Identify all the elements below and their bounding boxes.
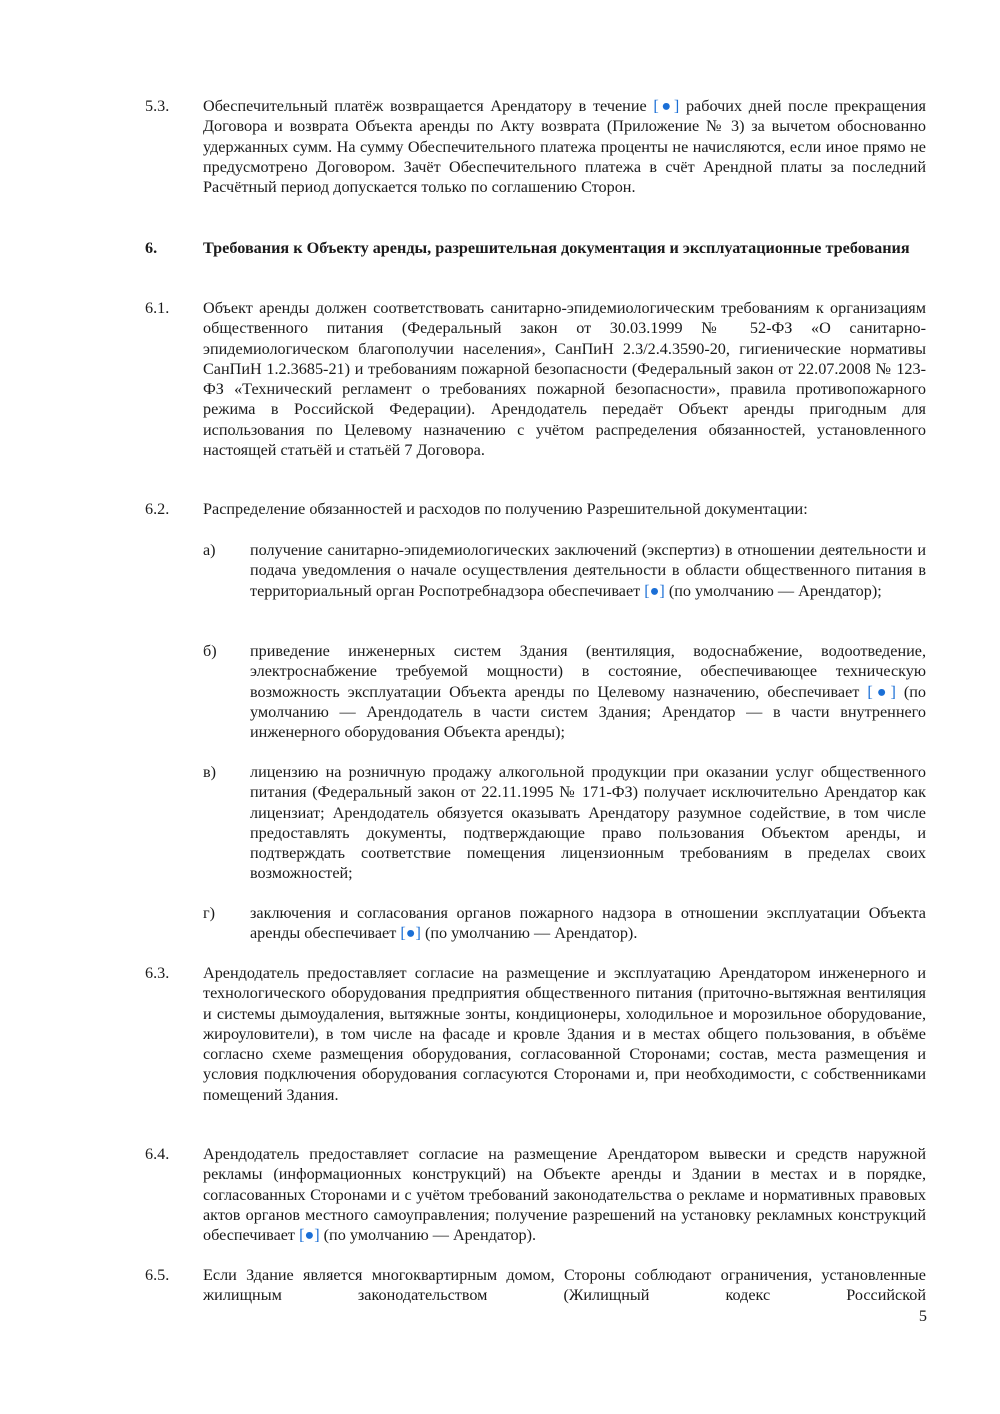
section-6-heading: [145, 238, 926, 258]
placeholder-mark: [●]: [400, 924, 421, 943]
subclause-v: [203, 762, 926, 884]
section-title: Требования к Объекту аренды, разрешительная документация и эксплуатационные требования: [203, 239, 910, 257]
clause-number: 5.3.: [145, 97, 170, 115]
clause-text: Арендодатель предоставляет согласие на размещение и эксплуатацию Арендатором инженерного и технологического оборудования предприятия общественного питания (приточно-вытяжная вентиляция и системы дымоудаления, вытяжные зонты, кондиционеры, холодильное и морозильное оборудование, жироуловители), в том числе на фасаде и кровле Здания и в местах общего пользования, в объёме согласно схеме размещения оборудования, согласованной Сторонами; состав, места размещения и условия подключения оборудования согласуются Сторонами и, при необходимости, с собственниками помещений Здания.: [203, 964, 926, 1104]
page-number: 5: [918, 1307, 927, 1325]
clause-number: 6.4.: [145, 1145, 170, 1163]
clause-number: 6.3.: [145, 964, 170, 982]
section-number: 6.: [145, 239, 158, 257]
placeholder-mark: [●]: [867, 682, 896, 701]
clause-text: Объект аренды должен соответствовать санитарно-эпидемиологическим требованиям к организациям общественного питания (Федеральный закон от 30.03.1999 № 52-ФЗ «О санитарно-эпидемиологическом благополучии населения», СанПиН 2.3/2.4.3590-20, гигиенические нормативы СанПиН 1.2.3685-21) и требованиям пожарной безопасности (Федеральный закон от 22.07.2008 № 123-ФЗ «Технический регламент о требованиях пожарной безопасности», правила противопожарного режима в Российской Федерации). Арендодатель передаёт Объект аренды пригодным для использования по Целевому назначению с учётом распределения обязанностей, установленного настоящей статьёй и статьёй 7 Договора.: [203, 299, 926, 460]
clause-number: 6.5.: [145, 1266, 170, 1284]
clause-6-3: [145, 963, 926, 1105]
subclause-text: получение санитарно-эпидемиологических заключений (экспертиз) в отношении деятельности и подача уведомления о начале осуществления деятельности в области общественного питания в территориальный орган Роспотребнадзора обеспечивает [●] (по умолчанию — Арендатор);: [250, 541, 926, 600]
clause-6-2: [145, 499, 926, 519]
subclause-text: приведение инженерных систем Здания (вентиляция, водоснабжение, водоотведение, электроснабжение требуемой мощности) в состояние, обеспечивающее техническую возможность эксплуатации Объекта аренды по Целевому назначению, обеспечивает [●] (по умолчанию — Арендодатель в части систем Здания; Арендатор — в части внутреннего инженерного оборудования Объекта аренды);: [250, 642, 926, 742]
clause-number: 6.2.: [145, 500, 170, 518]
clause-text: Распределение обязанностей и расходов по получению Разрешительной документации:: [203, 500, 808, 518]
placeholder-mark: [●]: [644, 581, 665, 600]
subclause-letter: в): [203, 763, 217, 781]
clause-5-3: [145, 96, 926, 197]
subclause-text: лицензию на розничную продажу алкогольной продукции при оказании услуг общественного питания (Федеральный закон от 22.11.1995 № 171-ФЗ) получает исключительно Арендатор как лицензиат; Арендодатель обязуется оказывать Арендатору разумное содействие, в том числе предоставлять документы, подтверждающие право пользования Объектом аренды, и подтверждать соответствие помещения лицензионным требованиям в пределах своих возможностей;: [250, 763, 926, 883]
subclause-letter: г): [203, 904, 216, 922]
subclause-g: [203, 903, 926, 944]
clause-6-4: [145, 1144, 926, 1245]
clause-number: 6.1.: [145, 299, 170, 317]
clause-text: Если Здание является многоквартирным домом, Стороны соблюдают ограничения, установленные жилищным законодательством (Жилищный кодекс Российской: [203, 1266, 926, 1305]
clause-text: Арендодатель предоставляет согласие на размещение Арендатором вывески и средств наружной рекламы (информационных конструкций) на Объекте аренды и Здании в местах и в порядке, согласованных Сторонами и с учётом требований законодательства о рекламе и нормативных правовых актов органов местного самоуправления; получение разрешений на установку рекламных конструкций обеспечивает [●] (по умолчанию — Арендатор).: [203, 1145, 926, 1245]
placeholder-mark: [●]: [653, 97, 680, 115]
subclause-text: заключения и согласования органов пожарного надзора в отношении эксплуатации Объекта аренды обеспечивает [●] (по умолчанию — Арендатор).: [250, 904, 926, 943]
subclause-letter: а): [203, 541, 216, 559]
clause-6-5: [145, 1265, 926, 1306]
placeholder-mark: [●]: [299, 1226, 320, 1245]
clause-text: Обеспечительный платёж возвращается Арендатору в течение [●] рабочих дней после прекращения Договора и возврата Объекта аренды по Акту возврата (Приложение № 3) за вычетом обоснованно удержанных сумм. На сумму Обеспечительного платежа проценты не начисляются, если иное прямо не предусмотрено Договором. Зачёт Обеспечительного платежа в счёт Арендной платы за последний Расчётный период допускается только по соглашению Сторон.: [203, 97, 926, 197]
subclause-b: [203, 641, 926, 742]
subclause-a: [203, 540, 926, 601]
clause-6-1: [145, 298, 926, 460]
subclause-letter: б): [203, 642, 217, 660]
